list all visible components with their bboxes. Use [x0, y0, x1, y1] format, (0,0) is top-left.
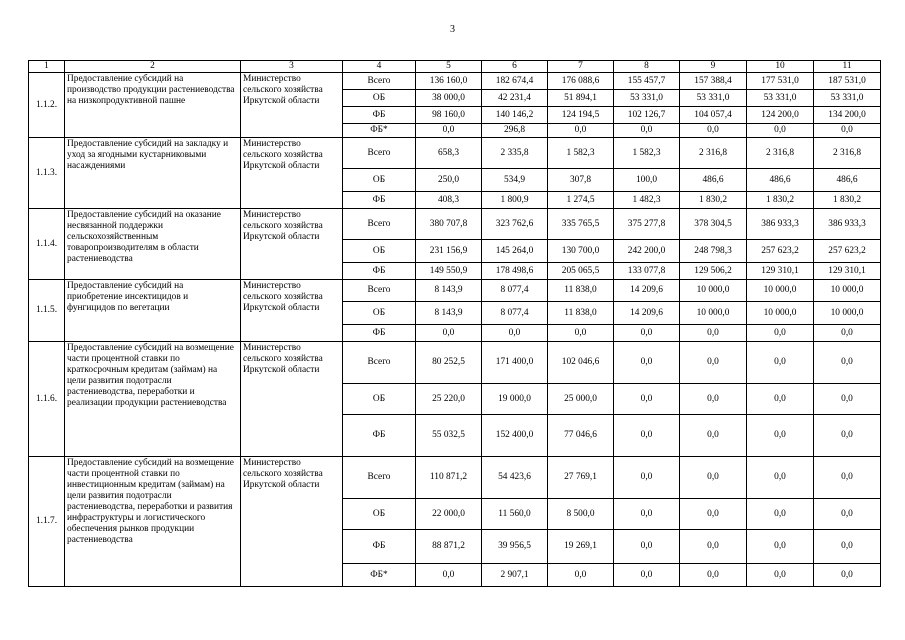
- value-cell: 80 252,5: [416, 342, 482, 384]
- value-cell: 2 907,1: [482, 564, 548, 587]
- value-cell: 1 482,3: [614, 192, 680, 209]
- table-row: [29, 73, 881, 90]
- row-description: Предоставление субсидий на оказание несвязанной поддержки сельскохозяйственным товаропроизводителям в области растениеводства: [65, 209, 241, 280]
- value-cell: 19 269,1: [548, 530, 614, 564]
- value-cell: 55 032,5: [416, 415, 482, 457]
- value-cell: 386 933,3: [747, 209, 814, 240]
- value-cell: 1 582,3: [614, 138, 680, 169]
- value-cell: 0,0: [614, 530, 680, 564]
- funding-source: Всего: [343, 342, 416, 384]
- funding-source: ФБ: [343, 263, 416, 280]
- value-cell: 38 000,0: [416, 90, 482, 107]
- value-cell: 51 894,1: [548, 90, 614, 107]
- value-cell: 187 531,0: [814, 73, 881, 90]
- value-cell: 1 830,2: [747, 192, 814, 209]
- value-cell: 0,0: [680, 325, 747, 342]
- value-cell: 386 933,3: [814, 209, 881, 240]
- value-cell: 0,0: [614, 499, 680, 530]
- value-cell: 323 762,6: [482, 209, 548, 240]
- funding-source: ОБ: [343, 169, 416, 192]
- value-cell: 88 871,2: [416, 530, 482, 564]
- funding-source: ФБ: [343, 530, 416, 564]
- value-cell: 157 388,4: [680, 73, 747, 90]
- value-cell: 0,0: [680, 499, 747, 530]
- value-cell: 177 531,0: [747, 73, 814, 90]
- value-cell: 1 830,2: [680, 192, 747, 209]
- value-cell: 0,0: [680, 530, 747, 564]
- row-description: Предоставление субсидий на производство продукции растениеводства на низкопродуктивной пашне: [65, 73, 241, 138]
- row-agency: Министерство сельского хозяйства Иркутской области: [241, 73, 343, 138]
- value-cell: 335 765,5: [548, 209, 614, 240]
- value-cell: 0,0: [814, 342, 881, 384]
- page-number: 3: [450, 24, 455, 35]
- value-cell: 1 274,5: [548, 192, 614, 209]
- value-cell: 0,0: [680, 457, 747, 499]
- value-cell: 171 400,0: [482, 342, 548, 384]
- header-cell: 6: [482, 61, 548, 73]
- value-cell: 0,0: [548, 564, 614, 587]
- value-cell: 0,0: [614, 342, 680, 384]
- value-cell: 0,0: [614, 415, 680, 457]
- value-cell: 0,0: [680, 124, 747, 138]
- funding-source: ФБ: [343, 107, 416, 124]
- value-cell: 307,8: [548, 169, 614, 192]
- header-cell: 1: [29, 61, 65, 73]
- value-cell: 136 160,0: [416, 73, 482, 90]
- value-cell: 102 126,7: [614, 107, 680, 124]
- value-cell: 375 277,8: [614, 209, 680, 240]
- value-cell: 0,0: [814, 457, 881, 499]
- value-cell: 0,0: [614, 457, 680, 499]
- value-cell: 242 200,0: [614, 240, 680, 263]
- value-cell: 22 000,0: [416, 499, 482, 530]
- value-cell: 0,0: [416, 564, 482, 587]
- table-row: [29, 138, 881, 169]
- value-cell: 11 560,0: [482, 499, 548, 530]
- value-cell: 534,9: [482, 169, 548, 192]
- value-cell: 0,0: [747, 384, 814, 415]
- row-code: 1.1.6.: [29, 342, 65, 457]
- value-cell: 25 000,0: [548, 384, 614, 415]
- value-cell: 134 200,0: [814, 107, 881, 124]
- value-cell: 77 046,6: [548, 415, 614, 457]
- funding-source: ОБ: [343, 90, 416, 107]
- value-cell: 0,0: [614, 564, 680, 587]
- header-cell: 5: [416, 61, 482, 73]
- value-cell: 0,0: [747, 530, 814, 564]
- funding-source: Всего: [343, 280, 416, 302]
- header-cell: 10: [747, 61, 814, 73]
- funding-source: Всего: [343, 138, 416, 169]
- row-agency: Министерство сельского хозяйства Иркутской области: [241, 280, 343, 342]
- header-cell: 2: [65, 61, 241, 73]
- value-cell: 0,0: [747, 564, 814, 587]
- table-body: [29, 61, 881, 587]
- value-cell: 124 200,0: [747, 107, 814, 124]
- row-code: 1.1.2.: [29, 73, 65, 138]
- value-cell: 176 088,6: [548, 73, 614, 90]
- value-cell: 98 160,0: [416, 107, 482, 124]
- value-cell: 39 956,5: [482, 530, 548, 564]
- funding-source: ФБ*: [343, 564, 416, 587]
- value-cell: 53 331,0: [747, 90, 814, 107]
- header-cell: 11: [814, 61, 881, 73]
- row-description: Предоставление субсидий на возмещение части процентной ставки по краткосрочным кредитам (займам) на цели развития подотрасли растениеводства, переработки и реализации продукции растениеводства: [65, 342, 241, 457]
- row-description: Предоставление субсидий на приобретение инсектицидов и фунгицидов по вегетации: [65, 280, 241, 342]
- value-cell: 0,0: [680, 342, 747, 384]
- funding-source: ОБ: [343, 499, 416, 530]
- value-cell: 124 194,5: [548, 107, 614, 124]
- value-cell: 2 316,8: [680, 138, 747, 169]
- row-agency: Министерство сельского хозяйства Иркутской области: [241, 209, 343, 280]
- value-cell: 14 209,6: [614, 280, 680, 302]
- value-cell: 2 316,8: [814, 138, 881, 169]
- funding-source: ФБ: [343, 415, 416, 457]
- value-cell: 130 700,0: [548, 240, 614, 263]
- value-cell: 155 457,7: [614, 73, 680, 90]
- row-description: Предоставление субсидий на закладку и уход за ягодными кустарниковыми насаждениями: [65, 138, 241, 209]
- value-cell: 10 000,0: [680, 280, 747, 302]
- value-cell: 0,0: [747, 124, 814, 138]
- value-cell: 0,0: [747, 415, 814, 457]
- value-cell: 53 331,0: [614, 90, 680, 107]
- row-code: 1.1.5.: [29, 280, 65, 342]
- value-cell: 104 057,4: [680, 107, 747, 124]
- funding-source: ОБ: [343, 384, 416, 415]
- budget-table: [28, 60, 881, 587]
- header-cell: 3: [241, 61, 343, 73]
- header-cell: 9: [680, 61, 747, 73]
- funding-source: ФБ*: [343, 124, 416, 138]
- value-cell: 257 623,2: [747, 240, 814, 263]
- value-cell: 14 209,6: [614, 302, 680, 325]
- value-cell: 10 000,0: [747, 302, 814, 325]
- table-row: [29, 342, 881, 384]
- funding-source: ФБ: [343, 192, 416, 209]
- value-cell: 1 582,3: [548, 138, 614, 169]
- value-cell: 129 310,1: [747, 263, 814, 280]
- value-cell: 0,0: [614, 124, 680, 138]
- funding-source: Всего: [343, 73, 416, 90]
- value-cell: 2 316,8: [747, 138, 814, 169]
- value-cell: 0,0: [747, 342, 814, 384]
- value-cell: 10 000,0: [814, 280, 881, 302]
- value-cell: 0,0: [814, 325, 881, 342]
- value-cell: 129 506,2: [680, 263, 747, 280]
- row-code: 1.1.4.: [29, 209, 65, 280]
- value-cell: 1 830,2: [814, 192, 881, 209]
- value-cell: 10 000,0: [747, 280, 814, 302]
- value-cell: 0,0: [680, 384, 747, 415]
- value-cell: 110 871,2: [416, 457, 482, 499]
- value-cell: 8 143,9: [416, 280, 482, 302]
- value-cell: 1 800,9: [482, 192, 548, 209]
- value-cell: 152 400,0: [482, 415, 548, 457]
- value-cell: 205 065,5: [548, 263, 614, 280]
- value-cell: 129 310,1: [814, 263, 881, 280]
- row-code: 1.1.7.: [29, 457, 65, 587]
- value-cell: 0,0: [747, 325, 814, 342]
- value-cell: 0,0: [548, 124, 614, 138]
- value-cell: 250,0: [416, 169, 482, 192]
- table-row: [29, 457, 881, 499]
- value-cell: 0,0: [548, 325, 614, 342]
- value-cell: 54 423,6: [482, 457, 548, 499]
- row-code: 1.1.3.: [29, 138, 65, 209]
- value-cell: 0,0: [814, 530, 881, 564]
- value-cell: 8 077,4: [482, 302, 548, 325]
- funding-source: Всего: [343, 209, 416, 240]
- funding-source: ФБ: [343, 325, 416, 342]
- value-cell: 0,0: [680, 415, 747, 457]
- value-cell: 380 707,8: [416, 209, 482, 240]
- value-cell: 10 000,0: [814, 302, 881, 325]
- value-cell: 0,0: [814, 564, 881, 587]
- value-cell: 25 220,0: [416, 384, 482, 415]
- funding-source: ОБ: [343, 302, 416, 325]
- value-cell: 8 143,9: [416, 302, 482, 325]
- header-cell: 7: [548, 61, 614, 73]
- value-cell: 53 331,0: [814, 90, 881, 107]
- value-cell: 27 769,1: [548, 457, 614, 499]
- value-cell: 100,0: [614, 169, 680, 192]
- value-cell: 0,0: [747, 499, 814, 530]
- value-cell: 257 623,2: [814, 240, 881, 263]
- value-cell: 0,0: [482, 325, 548, 342]
- table-row: [29, 280, 881, 302]
- value-cell: 8 077,4: [482, 280, 548, 302]
- value-cell: 0,0: [416, 124, 482, 138]
- value-cell: 486,6: [814, 169, 881, 192]
- value-cell: 658,3: [416, 138, 482, 169]
- value-cell: 10 000,0: [680, 302, 747, 325]
- value-cell: 42 231,4: [482, 90, 548, 107]
- value-cell: 11 838,0: [548, 302, 614, 325]
- value-cell: 149 550,9: [416, 263, 482, 280]
- header-cell: 4: [343, 61, 416, 73]
- value-cell: 0,0: [614, 384, 680, 415]
- value-cell: 296,8: [482, 124, 548, 138]
- funding-source: Всего: [343, 457, 416, 499]
- value-cell: 486,6: [747, 169, 814, 192]
- value-cell: 133 077,8: [614, 263, 680, 280]
- value-cell: 0,0: [680, 564, 747, 587]
- row-agency: Министерство сельского хозяйства Иркутской области: [241, 138, 343, 209]
- value-cell: 182 674,4: [482, 73, 548, 90]
- value-cell: 145 264,0: [482, 240, 548, 263]
- value-cell: 178 498,6: [482, 263, 548, 280]
- value-cell: 486,6: [680, 169, 747, 192]
- row-agency: Министерство сельского хозяйства Иркутской области: [241, 342, 343, 457]
- value-cell: 248 798,3: [680, 240, 747, 263]
- value-cell: 408,3: [416, 192, 482, 209]
- value-cell: 0,0: [814, 384, 881, 415]
- value-cell: 231 156,9: [416, 240, 482, 263]
- value-cell: 11 838,0: [548, 280, 614, 302]
- value-cell: 2 335,8: [482, 138, 548, 169]
- funding-source: ОБ: [343, 240, 416, 263]
- value-cell: 102 046,6: [548, 342, 614, 384]
- table-row: [29, 209, 881, 240]
- row-agency: Министерство сельского хозяйства Иркутской области: [241, 457, 343, 587]
- value-cell: 0,0: [416, 325, 482, 342]
- value-cell: 378 304,5: [680, 209, 747, 240]
- value-cell: 53 331,0: [680, 90, 747, 107]
- value-cell: 0,0: [747, 457, 814, 499]
- value-cell: 19 000,0: [482, 384, 548, 415]
- value-cell: 0,0: [814, 499, 881, 530]
- value-cell: 0,0: [814, 124, 881, 138]
- value-cell: 0,0: [814, 415, 881, 457]
- header-cell: 8: [614, 61, 680, 73]
- row-description: Предоставление субсидий на возмещение части процентной ставки по инвестиционным кредитам (займам) на цели развития подотрасли растениеводства, переработки и развития инфраструктуры и логистического обеспечения рынков продукции растениеводства: [65, 457, 241, 587]
- value-cell: 0,0: [614, 325, 680, 342]
- value-cell: 8 500,0: [548, 499, 614, 530]
- header-row: [29, 61, 881, 73]
- value-cell: 140 146,2: [482, 107, 548, 124]
